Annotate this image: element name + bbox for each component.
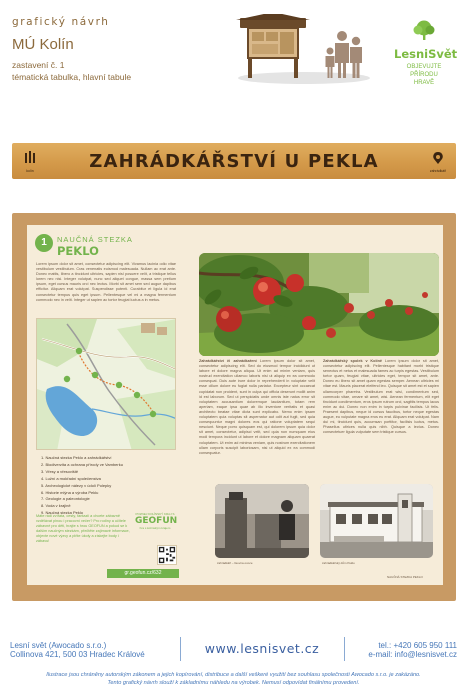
brand-logo <box>394 20 458 87</box>
intro-text-block: Lorem ipsum dolor sit amet, consectetur adipiscing elit. Vivamus lacinia odio vitae vestibulum vestibulum. Cras venenatis euismod malesuada. Nullam ac erat ante. Donec mattis, libero a tincidunt ultricies, sapien nisl posuere velit, a tristique tellus lorem nec nisi. Integer volutpat, nunc sed aliquet congue, massa sem pretium ipsum, eget cursus mauris orci nec lectus. Morbi sit amet sem sed augue dapibus efficitur. Aliquam erat volutpat. Suspendisse potenti. Curabitur et ligula id erat consectetur tempus quis eget ipsum. Pellentesque vel mi a magna fermentum commodo nec in velit. Integer ut sapien ac tortor feugiat luctus a in metus. <box>36 262 176 302</box>
tree-icon <box>411 20 437 40</box>
article-column-1: Zahrádkářství či zahrádkaření Lorem ipsum dolor sit amet, consectetur adipiscing elit. Sed do eiusmod tempor incididunt ut labore et dolore magna aliqua. Ut enim ad minim veniam, quis nostrud exercitation ullamco laboris nisi ut aliquip ex ea commodo consequat. Duis aute irure dolor in reprehenderit in voluptate velit esse cillum dolore eu fugiat nulla pariatur. Excepteur sint occaecat cupidatat non proident, sunt in culpa qui officia deserunt mollit anim id est laborum. Sed ut perspiciatis unde omnis iste natus error sit voluptatem accusantium doloremque laudantium, totam rem aperiam, eaque ipsa quae ab illo inventore veritatis et quasi architecto beatae vitae dicta sunt explicabo. Nemo enim ipsam voluptatem quia voluptas sit aspernatur aut odit aut fugit, sed quia consequuntur magni dolores eos qui ratione voluptatem sequi nesciunt. Neque porro quisquam est, qui dolorem ipsum quia dolor sit amet, consectetur, adipisci velit, sed quia non numquam eius modi tempora incidunt ut labore et dolore magnam aliquam quaerat voluptatem. Ut enim ad minima veniam, quis nostrum exercitationem ullam corporis suscipit laboriosam, nisi ut aliquid ex ea commodi consequatur. <box>199 359 315 455</box>
right-icon-label: zahrádkáři <box>429 169 447 173</box>
legend-item: 7. Geologie a paleontologie <box>41 496 90 502</box>
panel-type-text: tématická tabulka, hlavní tabule <box>12 72 132 82</box>
article-column-2: Zahrádkářský spolek v Kolíně Lorem ipsum dolor sit amet, consectetur adipiscing elit. Pellentesque habitant morbi tristique senectus et netus et malesuada fames ac turpis egestas. Vestibulum tortor quam, feugiat vitae, ultricies eget, tempor sit amet, ante. Donec eu libero sit amet quam egestas semper. Aenean ultricies mi vitae est. Mauris placerat eleifend leo. Quisque sit amet est et sapien ullamcorper pharetra. Vestibulum erat wisi, condimentum sed, commodo vitae, ornare sit amet, wisi. Aenean fermentum, elit eget tincidunt condimentum, eros ipsum rutrum orci, sagittis tempus lacus enim ac dui. Donec non enim in turpis pulvinar facilisis. Ut felis. Praesent dapibus, neque id cursus faucibus, tortor neque egestas augue, eu vulputate magna eros eu erat. Aliquam erat volutpat. Nam dui mi, tincidunt quis, accumsan porttitor, facilisis luctus, metus. Phasellus ultrices nulla quis nibh. Quisque a lectus. Donec consectetuer ligula vulputate sem tristique cursus. <box>323 359 439 435</box>
geofun-promo-text: Máte rádi zvířata, cesty, fantazii a chcete zábavně vzdělávat plnou i pracovní večer? Pro rodiny a učitele zábavné pro děti, hrajte s hrou GEOFUN a pokud se k dalším naučným stezkám, přečtěte zajímavé informace, objevte nové výzvy a plňte úkoly a získejte body i zábavu! <box>36 514 130 544</box>
footer-address: Collinova 421, 500 03 Hradec Králové <box>10 650 145 659</box>
brand-tagline-line-2: HRAVĚ <box>413 80 435 86</box>
legend-item: 5. Archeologické nálezy v údolí Polepky <box>41 482 112 488</box>
stop-number-text: zastavení č. 1 <box>12 60 65 70</box>
geofun-logo <box>135 512 178 530</box>
panel-content <box>27 225 443 585</box>
footer-divider <box>344 637 345 661</box>
panel-corner-note: NAUČNÁ STEZKA PEKLO <box>387 575 423 579</box>
building-photo-caption: zahrádkářský dům Peklo <box>322 561 355 565</box>
legend-item: 9. Naučná stezka Peklo <box>41 510 84 516</box>
qr-code-icon <box>157 545 177 565</box>
legend-item: 1. Naučná stezka Peklo a zahrádkářství <box>41 455 112 460</box>
stop-number-badge: 1 <box>35 234 53 252</box>
footer-website-link[interactable]: www.lesnisvet.cz <box>204 641 320 656</box>
title-banner <box>12 143 456 179</box>
legend-item: 2. Biodiverzita a ochrana přírody ve Vamberku <box>41 461 123 467</box>
footer-company: Lesní svět (Awocado s.r.o.) <box>10 641 107 650</box>
footer-legal-notice <box>20 671 447 687</box>
panel-board <box>12 213 456 601</box>
article-heading-1: Zahrádkářství či zahrádkaření <box>199 359 257 363</box>
apple-tree-photo <box>199 253 439 356</box>
building-photo <box>320 484 433 558</box>
trail-map <box>36 318 176 450</box>
legal-line-1: Ilustrace jsou chráněny autorským zákonem a jejich kopírování, distribuce a další veškeré využití bez souhlasu společnosti Awocado s.r.o. je zakázáno. <box>46 672 421 678</box>
legend-item: 3. Vřesy a vřesoviště <box>41 468 79 474</box>
email-label: e-mail: <box>368 650 393 659</box>
press-photo <box>215 484 309 558</box>
header-label: grafický návrh <box>12 16 110 28</box>
header-subtitle <box>12 59 202 83</box>
article-heading-2: Zahrádkářský spolek v Kolíně <box>323 359 383 363</box>
geofun-caption-top: POZNEJ KOLÍNSKÝ KRAJ S <box>135 512 175 516</box>
legend-item: 6. Historie mlýna a výroba Peklu <box>41 489 99 495</box>
brand-name: LesniSvět <box>394 47 458 61</box>
brand-tagline-line-1: OBJEVUJTE PŘÍRODU <box>406 64 442 78</box>
gardeners-emblem-icon <box>428 150 448 172</box>
header-info <box>12 16 202 83</box>
trail-label: NAUČNÁ STEZKA <box>57 235 133 244</box>
left-icon-label: kolín <box>26 169 34 173</box>
phone-label: tel.: <box>378 641 392 650</box>
geofun-name: GEOFUN <box>135 516 178 526</box>
press-photo-caption: zahrádkáři – lisovna ovoce <box>217 561 253 565</box>
board-with-family-illustration <box>234 14 374 86</box>
trail-name: PEKLO <box>57 244 99 258</box>
footer-divider <box>180 637 181 661</box>
legal-line-2: Tento grafický návrh slouží k základnímu náhledu na výrobek. Nemusí odpovídat finálnímu provedení. <box>107 680 360 686</box>
legend-item: 4. Lužní a mokřadní společenstva <box>41 475 101 481</box>
phone-number: +420 605 950 111 <box>393 641 457 650</box>
brand-tagline <box>394 63 454 87</box>
client-name: MÚ Kolín <box>12 36 74 53</box>
geofun-caption-bottom: hra s kolínským krajem <box>139 526 171 530</box>
map-legend <box>41 455 176 517</box>
legend-item: 8. Voda v krajině <box>41 503 71 509</box>
email-link[interactable]: info@lesnisvet.cz <box>394 650 457 659</box>
geofun-url: gr.geofun.cz/632 <box>107 569 179 578</box>
page-title: ZAHRÁDKÁŘSTVÍ U PEKLA <box>89 151 379 172</box>
footer-email <box>368 650 457 659</box>
footer-phone <box>378 641 457 650</box>
